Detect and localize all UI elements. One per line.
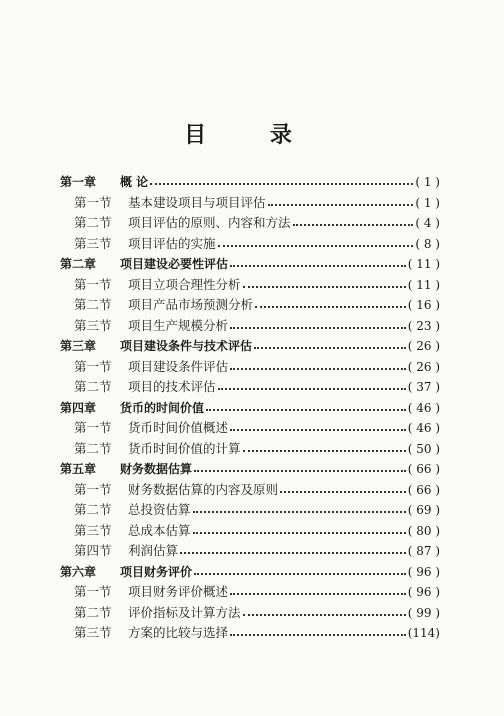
dot-leader — [194, 573, 406, 575]
chapter-title: 项目建设条件与技术评估 — [120, 339, 253, 353]
chapter-title: 财务数据估算 — [120, 462, 193, 476]
page-number: ( 99 ) — [407, 605, 440, 620]
toc-section-row — [60, 480, 440, 501]
toc-section-row — [60, 439, 440, 460]
toc-section-row — [60, 316, 440, 337]
section-title: 项目建设条件评估 — [128, 358, 229, 374]
dot-leader — [243, 286, 406, 288]
dot-leader — [243, 614, 406, 616]
section-number: 第二节 — [74, 440, 112, 456]
section-number: 第三节 — [74, 235, 112, 251]
dot-leader — [180, 552, 406, 554]
section-title: 项目的技术评估 — [128, 379, 216, 394]
page-number: ( 96 ) — [407, 564, 440, 579]
toc-section-row — [60, 541, 440, 562]
section-title: 方案的比较与选择 — [128, 625, 229, 640]
section-number: 第二节 — [74, 215, 112, 230]
section-title: 项目评估的原则、内容和方法 — [128, 215, 291, 230]
dot-leader — [280, 491, 406, 493]
dot-leader — [218, 245, 414, 247]
page-number: ( 66 ) — [407, 482, 440, 497]
dot-leader — [230, 593, 406, 595]
toc-section-row — [60, 623, 440, 644]
page-title: 目 录 — [184, 123, 320, 148]
toc-chapter-row — [60, 172, 440, 193]
section-number: 第一节 — [74, 194, 112, 210]
section-title: 评价指标及计算方法 — [128, 604, 241, 620]
toc-section-row — [60, 275, 440, 296]
dot-leader — [206, 409, 406, 411]
section-title: 项目生产规模分析 — [128, 317, 229, 333]
dot-leader — [230, 368, 406, 370]
dot-leader — [293, 224, 414, 226]
chapter-title: 项目建设必要性评估 — [120, 257, 229, 271]
page-number: ( 8 ) — [415, 236, 440, 251]
section-number: 第一节 — [74, 276, 112, 292]
page-number: ( 11 ) — [407, 257, 440, 271]
section-title: 财务数据估算的内容及原则 — [128, 481, 279, 497]
toc-section-row — [60, 521, 440, 542]
toc-section-row — [60, 193, 440, 214]
toc-section-row — [60, 500, 440, 521]
chapter-number: 第三章 — [60, 339, 97, 353]
chapter-number: 第五章 — [60, 462, 97, 476]
chapter-title: 货币的时间价值 — [120, 400, 205, 415]
chapter-number: 第六章 — [60, 564, 97, 579]
section-title: 货币时间价值概述 — [128, 420, 229, 435]
page-number: ( 26 ) — [407, 339, 440, 353]
toc-chapter-row — [60, 336, 440, 357]
page-number: ( 26 ) — [407, 359, 440, 374]
section-title: 货币时间价值的计算 — [128, 440, 241, 456]
page-number: ( 23 ) — [407, 318, 440, 333]
section-title: 基本建设项目与项目评估 — [128, 194, 266, 210]
section-number: 第三节 — [74, 625, 112, 640]
section-number: 第一节 — [74, 584, 112, 599]
dot-leader — [254, 347, 406, 349]
section-number: 第二节 — [74, 379, 112, 394]
section-number: 第三节 — [74, 522, 112, 538]
chapter-number: 第四章 — [60, 400, 97, 415]
dot-leader — [193, 532, 406, 534]
page-number: ( 1 ) — [415, 175, 440, 189]
toc-section-row — [60, 582, 440, 603]
dot-leader — [218, 388, 406, 390]
section-title: 项目立项合理性分析 — [128, 276, 241, 292]
toc-section-row — [60, 234, 440, 255]
dot-leader — [230, 265, 406, 267]
section-number: 第二节 — [74, 502, 112, 517]
toc-section-row — [60, 295, 440, 316]
dot-leader — [230, 429, 406, 431]
section-number: 第二节 — [74, 297, 112, 312]
page-number: ( 16 ) — [407, 298, 440, 312]
dot-leader — [255, 306, 406, 308]
page-number: ( 80 ) — [407, 523, 440, 538]
chapter-title: 项目财务评价 — [120, 564, 193, 579]
page-number: ( 11 ) — [407, 277, 440, 292]
dot-leader — [230, 327, 406, 329]
chapter-title: 概 论 — [120, 175, 149, 189]
section-number: 第一节 — [74, 420, 112, 435]
page-number: ( 46 ) — [407, 421, 440, 435]
page-number: ( 4 ) — [415, 216, 440, 230]
dot-leader — [230, 634, 406, 636]
toc-section-row — [60, 357, 440, 378]
page-number: ( 46 ) — [407, 400, 440, 415]
section-title: 总投资估算 — [128, 502, 191, 517]
section-number: 第三节 — [74, 317, 112, 333]
page-number: ( 1 ) — [415, 195, 440, 210]
page-number: ( 37 ) — [407, 380, 440, 394]
section-title: 利润估算 — [128, 543, 179, 558]
dot-leader — [194, 470, 406, 472]
page-number: ( 66 ) — [407, 462, 440, 476]
toc-chapter-row — [60, 562, 440, 583]
page-number: ( 96 ) — [407, 585, 440, 599]
toc-section-row — [60, 377, 440, 398]
chapter-number: 第一章 — [60, 175, 97, 189]
toc-chapter-row — [60, 398, 440, 419]
section-title: 项目产品市场预测分析 — [128, 297, 254, 312]
page-number: ( 87 ) — [407, 544, 440, 558]
dot-leader — [243, 450, 406, 452]
dot-leader — [268, 204, 414, 206]
section-number: 第四节 — [74, 543, 112, 558]
section-title: 总成本估算 — [128, 522, 191, 538]
page-number: ( 69 ) — [407, 503, 440, 517]
dot-leader — [150, 183, 413, 185]
section-title: 项目财务评价概述 — [128, 584, 229, 599]
toc-section-row — [60, 213, 440, 234]
page-number: (114) — [407, 626, 440, 640]
section-title: 项目评估的实施 — [128, 235, 216, 251]
section-number: 第一节 — [74, 481, 112, 497]
page-number: ( 50 ) — [407, 441, 440, 456]
toc-section-row — [60, 603, 440, 624]
dot-leader — [193, 511, 406, 513]
toc-chapter-row — [60, 254, 440, 275]
toc-chapter-row — [60, 459, 440, 480]
section-number: 第二节 — [74, 604, 112, 620]
section-number: 第一节 — [74, 358, 112, 374]
toc-section-row — [60, 418, 440, 439]
table-of-contents — [60, 172, 440, 644]
chapter-number: 第二章 — [60, 257, 97, 271]
